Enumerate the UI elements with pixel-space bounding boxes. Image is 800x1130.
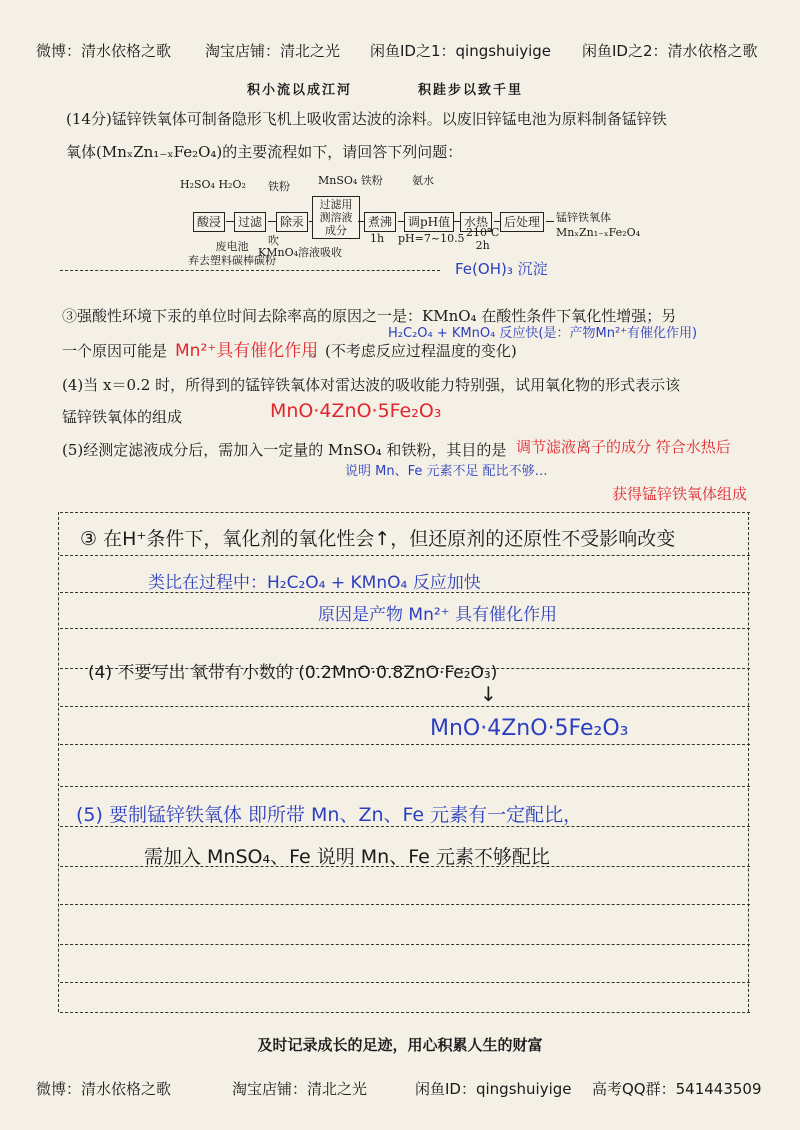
flow-bottom-label-1h: 1h — [370, 232, 385, 245]
q3-line1: ③强酸性环境下汞的单位时间去除率高的原因之一是：KMnO₄ 在酸性条件下氧化性增强；另 — [62, 307, 677, 325]
flow-step-filter: 过滤 — [234, 212, 266, 232]
flow-step-adjust-ph: 调pH值 — [404, 212, 454, 232]
flow-step-leach: 酸浸 — [193, 212, 225, 232]
note-q3-line3: 原因是产物 Mn²⁺ 具有催化作用 — [318, 605, 558, 625]
notes-line — [60, 982, 750, 983]
footer-qq: 高考QQ群：541443509 — [592, 1080, 762, 1098]
flow-top-label-mnso4: MnSO₄ 铁粉 — [318, 174, 383, 187]
flow-step-measure: 过滤用 测溶液 成分 — [312, 196, 360, 239]
q3-answer: Mn²⁺具有催化作用 — [175, 341, 319, 361]
flow-bottom-label-kmno4: KMnO₄溶液吸收 — [258, 246, 342, 259]
hand-note-precipitate: Fe(OH)₃ 沉淀 — [455, 260, 548, 278]
q5-answer1: 调节滤液离子的成分 符合水热后 — [516, 438, 731, 456]
notes-border-right — [748, 512, 749, 1012]
header-weibo: 微博：清水依格之歌 — [36, 42, 172, 60]
flow-bottom-label-ph: pH=7~10.5 — [398, 232, 465, 245]
flow-product: 锰锌铁氧体 MnₓZn₁₋ₓFe₂O₄ — [556, 211, 640, 239]
note-q3-line2: 类比在过程中：H₂C₂O₄ + KMnO₄ 反应加快 — [148, 573, 481, 593]
notes-line — [60, 706, 750, 707]
note-q5-line1: (5) 要制锰锌铁氧体 即所带 Mn、Zn、Fe 元素有一定配比， — [76, 804, 583, 826]
divider — [60, 270, 440, 271]
note-q3-line1: ③ 在H⁺条件下，氧化剂的氧化性会↑，但还原剂的还原性不受影响改变 — [80, 528, 676, 550]
q3-line2-prefix: 一个原因可能是 — [62, 342, 168, 360]
q3-line2-suffix: 。(不考虑反应过程温度的变化) — [310, 342, 517, 360]
flow-arrow — [226, 221, 234, 222]
notes-line — [60, 628, 750, 629]
flow-bottom-label-blow: 吹 — [268, 234, 279, 247]
flow-arrow — [268, 221, 276, 222]
q5-line1: (5)经测定滤液成分后，需加入一定量的 MnSO₄ 和铁粉，其目的是 — [62, 441, 507, 459]
notes-line — [60, 1012, 750, 1013]
footer-xianyu: 闲鱼ID：qingshuiyige — [415, 1080, 572, 1098]
q5-note: 说明 Mn、Fe 元素不足 配比不够… — [345, 464, 548, 479]
notes-border-left — [58, 512, 59, 1012]
footer-slogan: 及时记录成长的足迹，用心积累人生的财富 — [257, 1036, 543, 1054]
note-q4-line1: (4) 不要写出 氧带有小数的 (0.2MnO·0.8ZnO·Fe₂O₃) — [88, 663, 498, 683]
flow-step-boil: 煮沸 — [364, 212, 396, 232]
question-intro-line1: (14分)锰锌铁氧体可制备隐形飞机上吸收雷达波的涂料。以废旧锌锰电池为原料制备锰锌铁 — [66, 110, 667, 128]
flow-arrow — [546, 221, 554, 222]
q5-answer2: 获得锰锌铁氧体组成 — [612, 485, 748, 503]
q4-line2: 锰锌铁氧体的组成 — [62, 408, 183, 426]
motto-left: 积小流以成江河 — [247, 83, 353, 98]
header-taobao: 淘宝店铺：清北之光 — [205, 42, 341, 60]
footer-weibo: 微博：清水依格之歌 — [36, 1080, 172, 1098]
q4-answer: MnO·4ZnO·5Fe₂O₃ — [270, 400, 442, 422]
flow-top-label-ammonia: 氨水 — [412, 174, 434, 187]
flow-bottom-label-temp: 210℃ 2h — [466, 226, 500, 252]
flow-step-post: 后处理 — [500, 212, 544, 232]
flow-top-label-iron: 铁粉 — [268, 180, 290, 193]
note-q4-arrow: ↓ — [480, 682, 497, 706]
q3-note: H₂C₂O₄ + KMnO₄ 反应快(是：产物Mn²⁺有催化作用) — [388, 326, 698, 341]
question-intro-line2: 氧体(MnₓZn₁₋ₓFe₂O₄)的主要流程如下，请回答下列问题： — [66, 143, 463, 161]
note-q5-line2: 需加入 MnSO₄、Fe 说明 Mn、Fe 元素不够配比 — [144, 846, 550, 868]
notes-line — [60, 744, 750, 745]
flow-bottom-label-battery: 废电池 弃去塑料碳棒碳粉 — [188, 240, 276, 267]
notes-line — [60, 786, 750, 787]
notes-line — [60, 555, 750, 556]
notes-line — [60, 944, 750, 945]
header-xianyu2: 闲鱼ID之2：清水依格之歌 — [582, 42, 758, 60]
flow-step-remove-hg: 除汞 — [276, 212, 308, 232]
motto-right: 积跬步以致千里 — [418, 83, 524, 98]
q4-line1: (4)当 x＝0.2 时，所得到的锰锌铁氧体对雷达波的吸收能力特别强，试用氧化物的形式表示该 — [62, 376, 681, 394]
header-xianyu1: 闲鱼ID之1：qingshuiyige — [370, 42, 552, 60]
footer-taobao: 淘宝店铺：清北之光 — [232, 1080, 368, 1098]
notes-line — [60, 904, 750, 905]
flow-step-hydrothermal: 水热 — [460, 212, 492, 232]
note-q4-line2: MnO·4ZnO·5Fe₂O₃ — [430, 716, 629, 741]
notes-line — [60, 512, 750, 513]
flow-top-label-acid: H₂SO₄ H₂O₂ — [180, 178, 246, 191]
